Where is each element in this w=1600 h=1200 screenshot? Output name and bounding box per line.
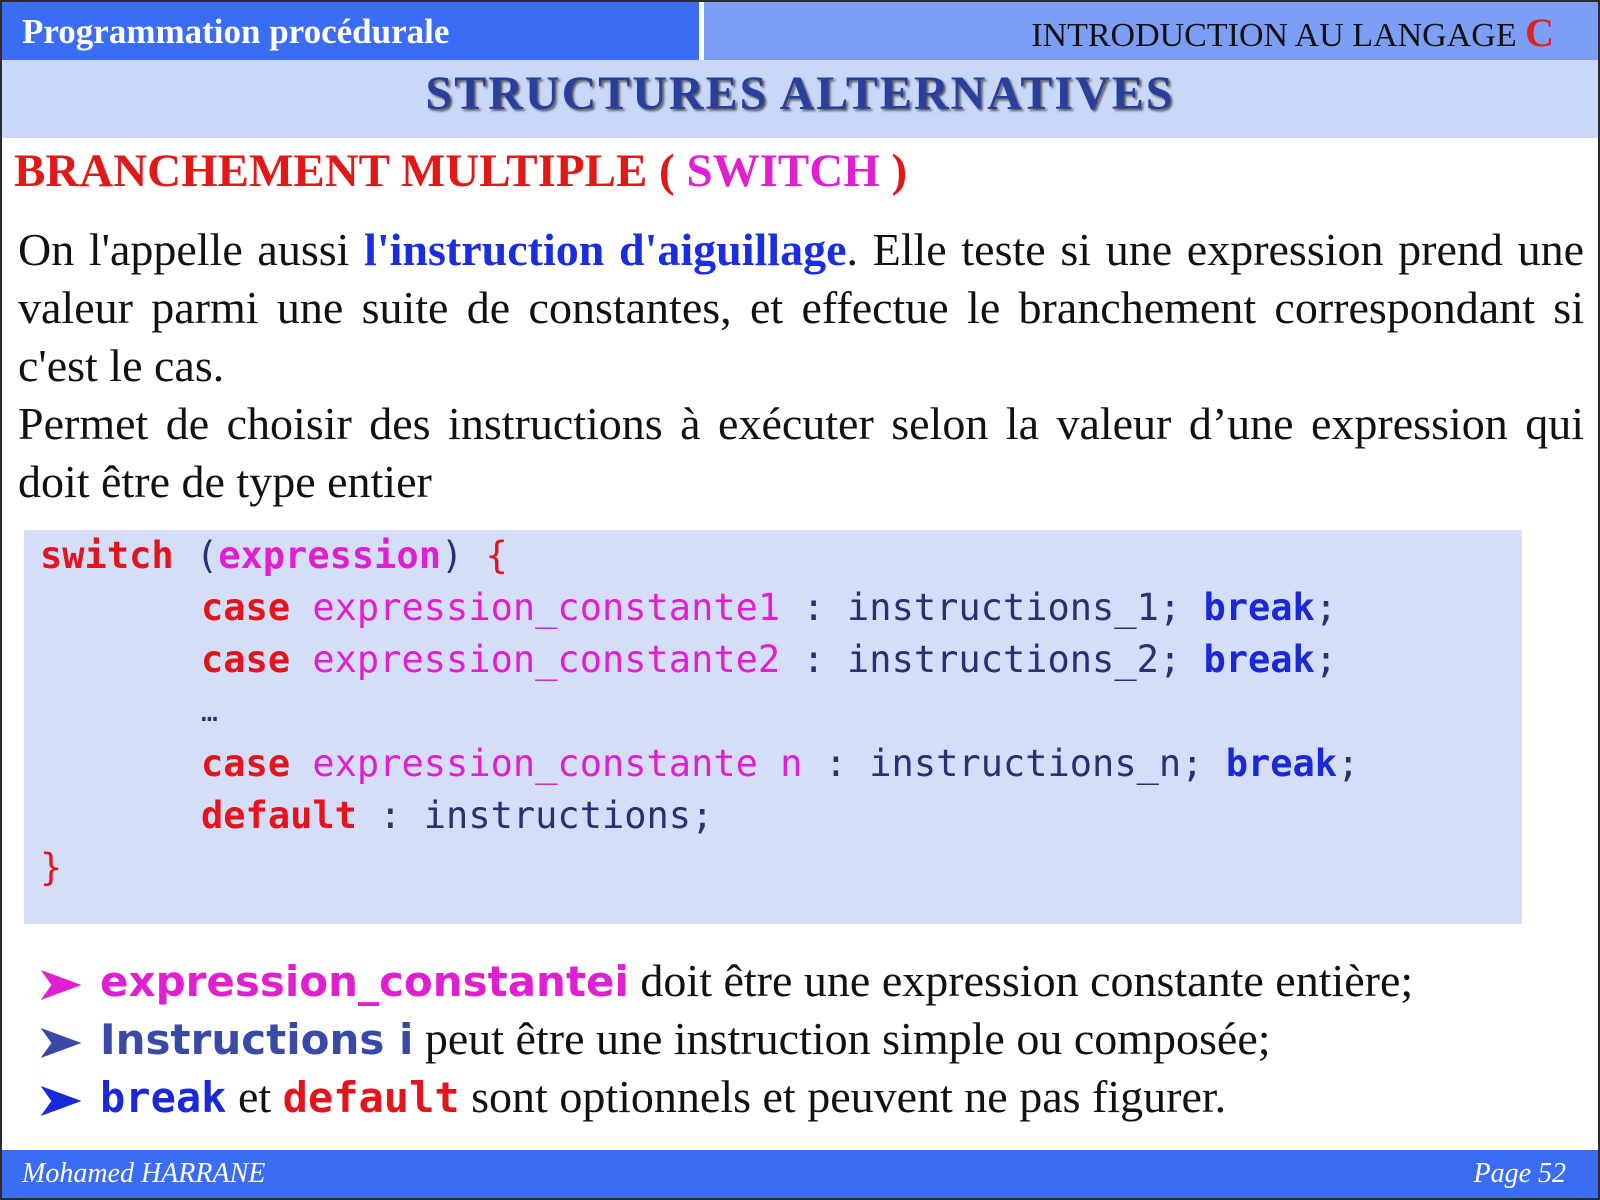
- code-line-case2: [201, 634, 1337, 686]
- purpose-paragraph: Permet de choisir des instructions à exécuter selon la valeur d’une expression qui doit être de type entier: [18, 398, 1584, 507]
- default-instructions: : instructions;: [356, 794, 714, 837]
- arrow-bullet-icon: [40, 1026, 82, 1060]
- arrow-shape-1: [42, 971, 80, 999]
- arrow-shape-2: [42, 1029, 80, 1057]
- case-keyword: case: [201, 586, 291, 629]
- default-keyword: default: [201, 794, 357, 837]
- code-line-case1: [201, 582, 1337, 634]
- title-band: [2, 60, 1598, 138]
- chapter-title: INTRODUCTION AU LANGAGE: [1031, 17, 1526, 54]
- code-line-ellipsis: [201, 686, 218, 738]
- code-semicolon: ;: [1314, 638, 1338, 681]
- close-brace: }: [40, 846, 63, 889]
- course-header: [2, 2, 699, 60]
- intro-text-after: . Elle teste si une expression prend une valeur parmi une suite de constantes, et effectue le branchement correspondant si c'est le cas.: [18, 224, 1584, 391]
- bullet-text: sont optionnels et peuvent ne pas figurer.: [459, 1071, 1227, 1122]
- section-heading: [14, 144, 907, 198]
- footer-bar: [2, 1150, 1598, 1198]
- slide-title: STRUCTURES ALTERNATIVES: [425, 67, 1175, 120]
- footer-author: Mohamed HARRANE: [22, 1158, 266, 1189]
- bullet-text: doit être une expression constante entière;: [628, 955, 1414, 1006]
- code-line-casen: [201, 738, 1359, 790]
- bullet-term-break: break: [100, 1073, 227, 1122]
- case-expression: expression_constante2: [290, 638, 803, 681]
- code-semicolon: ;: [1337, 742, 1360, 785]
- open-brace: {: [485, 534, 508, 577]
- intro-paragraph: [18, 221, 1584, 395]
- case-expression: expression_constante n: [290, 742, 825, 785]
- case-keyword: case: [201, 742, 291, 785]
- code-line-switch: [40, 530, 508, 582]
- break-keyword: break: [1203, 638, 1315, 681]
- switch-keyword: switch: [40, 534, 174, 577]
- chapter-header: [704, 2, 1598, 60]
- code-line-default: [201, 790, 713, 842]
- intro-highlight: l'instruction d'aiguillage: [364, 224, 847, 275]
- code-paren-open: (: [173, 534, 219, 577]
- bullet-item: [40, 1068, 1226, 1126]
- break-keyword: break: [1225, 742, 1338, 785]
- bullet-text: peut être une instruction simple ou composée;: [413, 1013, 1271, 1064]
- code-block: [24, 530, 1522, 924]
- arrow-shape-3: [42, 1087, 80, 1115]
- course-title: Programmation procédurale: [22, 12, 450, 51]
- bullet-term: expression_constantei: [100, 957, 629, 1006]
- page-number: Page 52: [1473, 1158, 1566, 1189]
- code-paren-close: ): [440, 534, 486, 577]
- arrow-bullet-icon: [40, 968, 82, 1002]
- switch-expression: expression: [218, 534, 441, 577]
- bullet-term-default: default: [282, 1073, 460, 1122]
- code-ellipsis: …: [201, 695, 218, 728]
- case-keyword: case: [201, 638, 291, 681]
- case-instructions: : instructions_1;: [802, 586, 1204, 629]
- arrow-bullet-icon: [40, 1084, 82, 1118]
- section-keyword: SWITCH: [686, 145, 880, 197]
- break-keyword: break: [1203, 586, 1315, 629]
- section-label: BRANCHEMENT MULTIPLE (: [14, 145, 687, 197]
- intro-text-before: On l'appelle aussi: [18, 224, 365, 275]
- bullet-term: Instructions i: [100, 1015, 414, 1064]
- code-line-close: [40, 842, 62, 894]
- section-close: ): [879, 145, 908, 197]
- case-instructions: : instructions_n;: [824, 742, 1226, 785]
- bullet-mid: et: [226, 1071, 283, 1122]
- code-semicolon: ;: [1314, 586, 1338, 629]
- case-expression: expression_constante1: [290, 586, 803, 629]
- bullet-item: [40, 952, 1413, 1010]
- chapter-letter: C: [1525, 10, 1554, 55]
- bullet-item: [40, 1010, 1271, 1068]
- case-instructions: : instructions_2;: [802, 638, 1204, 681]
